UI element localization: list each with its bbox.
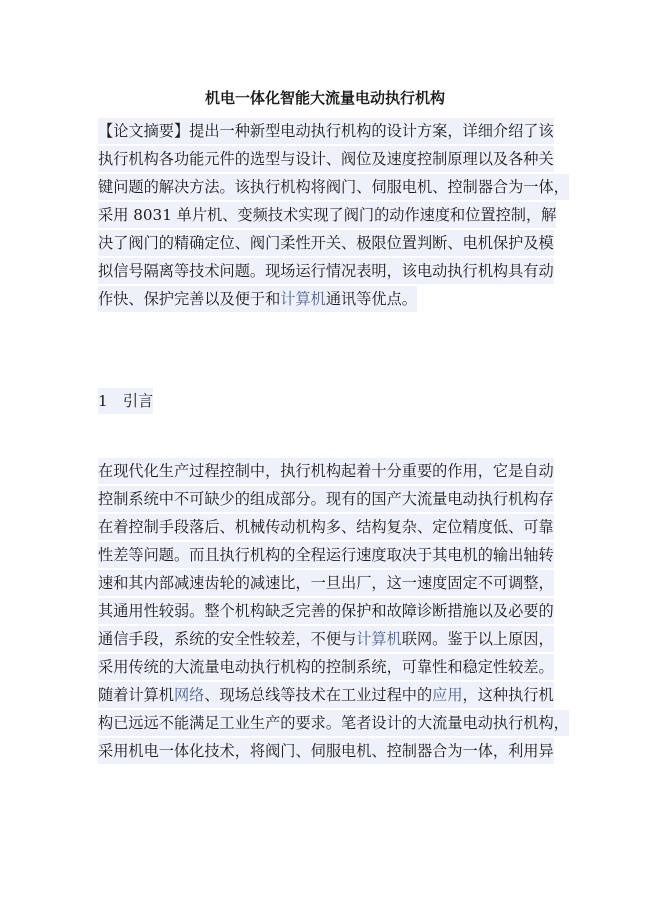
abstract-text: 通讯等优点。 [325,290,417,308]
abstract-line: 采用 8031 单片机、变频技术实现了阀门的动作速度和位置控制，解 [98,202,556,228]
section-heading: 1 引言 [98,388,153,414]
computer-link[interactable]: 计算机 [356,630,402,648]
body-line: 其通用性较弱。整个机构缺乏完善的保护和故障诊断措施以及必要的 [98,598,554,624]
abstract-line: 执行机构各功能元件的选型与设计、阀位及速度控制原理以及各种关 [98,146,554,172]
abstract-text: 作快、保护完善以及便于和 [98,290,281,308]
abstract-line-last [98,286,417,312]
body-text: 、现场总线等技术在工业过程中的 [204,686,433,704]
body-line: 性差等问题。而且执行机构的全程运行速度取决于其电机的输出轴转 [98,542,554,568]
body-text: 通信手段，系统的安全性较差，不便与 [98,630,357,648]
application-link[interactable]: 应用 [432,686,463,704]
body-line: 采用传统的大流量电动执行机构的控制系统，可靠性和稳定性较差。 [98,654,554,680]
abstract-line: 拟信号隔离等技术问题。现场运行情况表明，该电动执行机构具有动 [98,258,554,284]
abstract-line: 键问题的解决方法。该执行机构将阀门、伺服电机、控制器合为一体， [98,174,569,200]
body-line: 采用机电一体化技术，将阀门、伺服电机、控制器合为一体，利用异 [98,738,554,764]
body-text: 联网。鉴于以上原因， [401,630,554,648]
computer-link[interactable]: 计算机 [280,290,326,308]
body-line: 控制系统中不可缺少的组成部分。现有的国产大流量电动执行机构存 [98,486,554,512]
document-title: 机电一体化智能大流量电动执行机构 [204,89,445,107]
body-line: 在现代化生产过程控制中，执行机构起着十分重要的作用，它是自动 [98,458,554,484]
network-link[interactable]: 网络 [173,686,205,704]
body-line: 在着控制手段落后、机械传动机构多、结构复杂、定位精度低、可靠 [98,514,554,540]
body-line [98,626,554,652]
body-text: ，这种执行机 [462,686,554,704]
body-line [98,682,554,708]
abstract-line: 【论文摘要】提出一种新型电动执行机构的设计方案，详细介绍了该 [98,118,554,144]
body-text: 随着计算机 [98,686,174,704]
body-line: 构已远远不能满足工业生产的要求。笔者设计的大流量电动执行机构， [98,710,569,736]
abstract-line: 决了阀门的精确定位、阀门柔性开关、极限位置判断、电机保护及模 [98,230,554,256]
body-line: 速和其内部减速齿轮的减速比，一旦出厂，这一速度固定不可调整， [98,570,554,596]
